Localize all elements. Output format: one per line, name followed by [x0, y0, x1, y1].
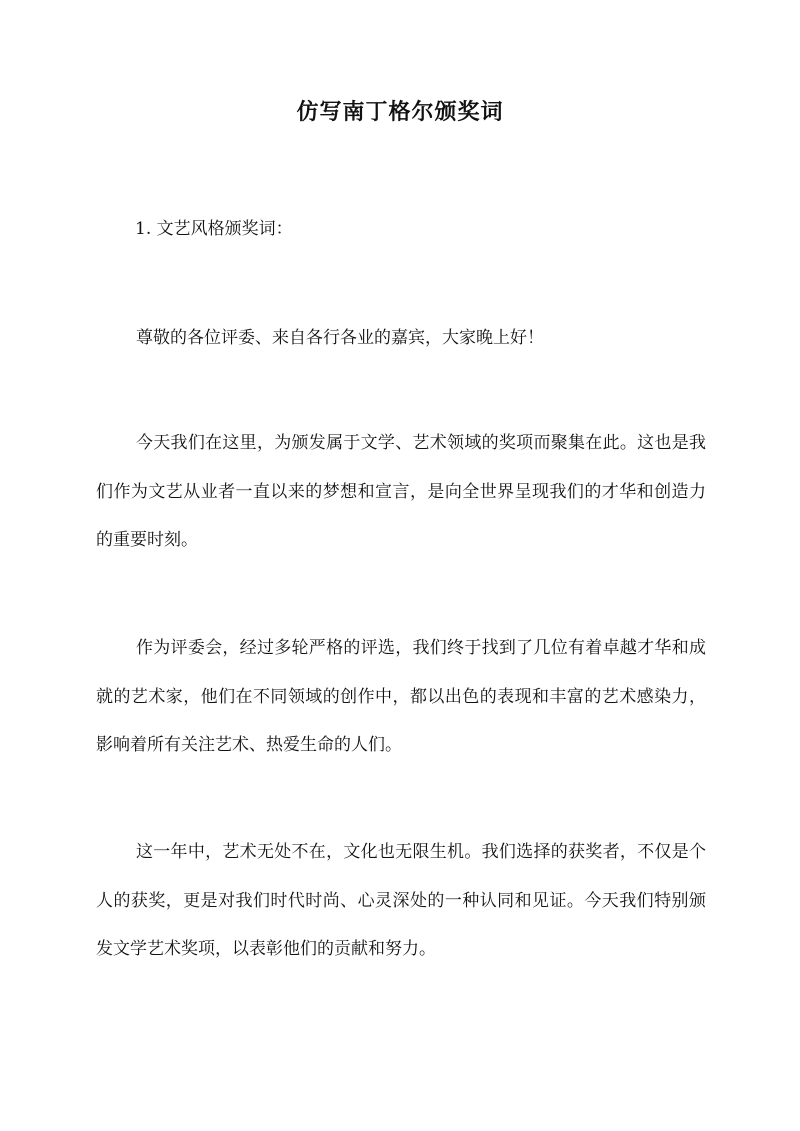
paragraph-selection: 作为评委会，经过多轮严格的评选，我们终于找到了几位有着卓越才华和成就的艺术家，他们在不同领域的创作中，都以出色的表现和丰富的艺术感染力，影响着所有关注艺术、热爱生命的人们。 [96, 638, 706, 755]
document-title: 仿写南丁格尔颁奖词 [296, 99, 504, 125]
paragraph-occasion: 今天我们在这里，为颁发属于文学、艺术领域的奖项而聚集在此。这也是我们作为文艺从业者一直以来的梦想和宣言，是向全世界呈现我们的才华和创造力的重要时刻。 [96, 433, 706, 550]
paragraph-greeting: 尊敬的各位评委、来自各行各业的嘉宾，大家晚上好！ [136, 328, 544, 348]
section-heading: 1. 文艺风格颁奖词： [135, 219, 293, 239]
paragraph-recognition: 这一年中，艺术无处不在，文化也无限生机。我们选择的获奖者，不仅是个人的获奖，更是对我们时代时尚、心灵深处的一种认同和见证。今天我们特别颁发文学艺术奖项，以表彰他们的贡献和努力。 [96, 842, 706, 959]
